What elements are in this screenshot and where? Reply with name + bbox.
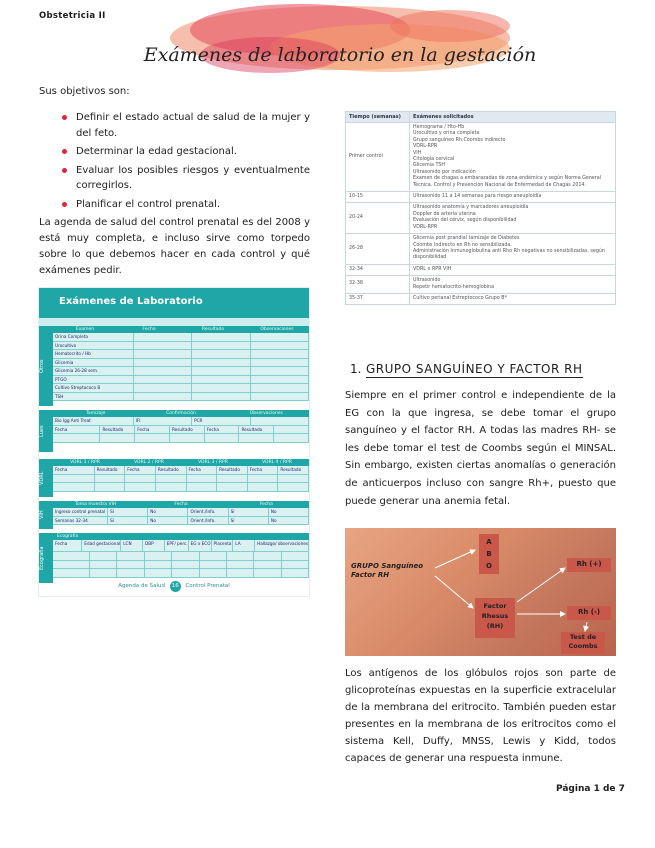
exam-item: VDRL-RPR xyxy=(413,224,438,230)
col-header: Examen xyxy=(75,327,95,332)
list-item: Evaluar los posibles riesgos y eventualmente corregirlos. xyxy=(62,163,310,194)
table-row: PTGO xyxy=(53,376,309,385)
time-cell: 35-37 xyxy=(346,293,410,304)
agenda-paragraph: La agenda de salud del control prenatal es del 2008 y está muy completa, e incluso sirve como torpedo sobre lo que debemos hacer en cada control y qué exámenes pedir. xyxy=(39,217,310,276)
form-section-vdrl: VDRL VDRL 1 / RPR VDRL 2 / RPR VDRL 3 / RPR VDRL 4 / RPR Fecha Resultado Fecha Resultado Fecha Resultado Fecha Resultado xyxy=(39,459,309,497)
section-label: Lues xyxy=(39,410,53,452)
exam-item: VDRL-RPR xyxy=(413,144,438,150)
section-label: VDRL xyxy=(39,459,53,497)
form-stripe xyxy=(39,318,309,326)
col-header: Tiempo (semanas) xyxy=(346,112,410,123)
table-row xyxy=(346,234,616,265)
table-row: Cultivo Streptococo B xyxy=(53,384,309,393)
form-section-vih: VIH Toma muestra VIH Fecha Fecha Ingreso control prenatal Sí No Orient./Info. Sí No Semanas 32-34 Sí No Orient./Info. Sí No xyxy=(39,501,309,529)
exam-item: Ultrasonido por indicación xyxy=(413,169,476,175)
list-item: Planificar el control prenatal. xyxy=(62,197,310,213)
exam-item: Hemograma / Hto-Hb xyxy=(413,125,465,130)
section-label: VIH xyxy=(39,501,53,529)
table-row: Fecha Edad gestacional LCN DBP EPF/ perc. EG x ECO Placenta LA Hallazgo/ observaciones xyxy=(53,540,309,552)
exam-item: Ultrasonido xyxy=(413,278,441,284)
objectives-intro: Sus objetivos son: xyxy=(39,86,130,97)
exams-cell xyxy=(410,276,616,294)
rh-pos-label: Rh (+) xyxy=(576,560,602,568)
rh-neg-label: Rh (-) xyxy=(577,608,601,616)
table-row: TSH xyxy=(53,393,309,402)
exam-item: Glicemia TSH xyxy=(413,163,446,169)
table-row: Orina Completa xyxy=(53,333,309,342)
col-header: Exámenes solicitados xyxy=(410,112,616,123)
exam-item: VDRL o RPR VIH xyxy=(413,266,452,272)
abo-letters: A B O xyxy=(486,538,492,570)
table-row xyxy=(346,203,616,234)
exams-schedule-table xyxy=(345,111,616,305)
list-item: Determinar la edad gestacional. xyxy=(62,144,310,160)
table-row xyxy=(346,276,616,294)
table-row xyxy=(346,264,616,275)
table-row: Semanas 32-34 Sí No Orient./Info. Sí No xyxy=(53,517,309,526)
exams-cell xyxy=(410,192,616,203)
exam-item: Citología cervical xyxy=(413,157,455,163)
exam-item: Glicemia post prandial tamizaje de Diabetes xyxy=(413,236,520,242)
page-number: Página 1 de 7 xyxy=(556,784,625,794)
exam-item: Ultrasonido anatomía y marcadores aneuploidía xyxy=(413,205,529,211)
diagram-label-left: GRUPO Sanguíneo Factor RH xyxy=(351,562,424,579)
time-cell: 32-34 xyxy=(346,264,410,275)
table-row xyxy=(53,483,309,492)
objectives-list xyxy=(62,110,310,215)
exam-item: Cultivo perianal Estreptococo Grupo B* xyxy=(413,295,507,301)
col-header: Resultado xyxy=(201,327,225,332)
table-row xyxy=(53,434,309,443)
factor-label: Factor Rhesus (RH) xyxy=(481,602,509,630)
arrow xyxy=(517,568,565,602)
exam-item: Grupo sanguíneo Rh Coombs indirecto xyxy=(413,137,506,143)
form-footer: Agenda de Salud 16 Control Prenatal xyxy=(39,581,309,592)
table-row xyxy=(346,123,616,192)
exam-item: Evaluación del cérvix, según disponibilidad xyxy=(413,218,517,224)
time-cell: 10-15 xyxy=(346,192,410,203)
form-section-lues: Lues Tamizaje Confirmación Observaciones Bio Igg Anti Treat IFI PCR Fecha Resultado Fecha Resultado Fecha Resultado xyxy=(39,410,309,452)
exam-item: Repetir hematocrito-hemoglobina xyxy=(413,284,495,290)
blood-group-diagram xyxy=(345,528,616,656)
table-row xyxy=(346,293,616,304)
lab-exams-form-image xyxy=(38,287,310,597)
table-row: Hematocrito / Hb xyxy=(53,350,309,359)
arrow xyxy=(585,622,587,631)
section-number: 1. xyxy=(350,362,362,376)
time-cell: Primer control xyxy=(346,123,410,192)
exam-item: Urocultivo y orina completa xyxy=(413,131,480,137)
arrow xyxy=(435,576,473,608)
table-row: Ingreso control prenatal Sí No Orient./Info. Sí No xyxy=(53,508,309,517)
exams-cell xyxy=(410,264,616,275)
form-section-otros xyxy=(39,326,309,406)
form-title: Exámenes de Laboratorio xyxy=(39,288,309,318)
section-title: GRUPO SANGUÍNEO Y FACTOR RH xyxy=(366,362,583,376)
table-row xyxy=(53,552,309,561)
exam-item: Coombs Indirecto en Rh no sensibilizada. xyxy=(413,242,512,248)
arrow xyxy=(435,550,475,568)
time-cell: 32-38 xyxy=(346,276,410,294)
table-row: Fecha Resultado Fecha Resultado Fecha Resultado Fecha Resultado xyxy=(53,466,309,475)
time-cell: 20-24 xyxy=(346,203,410,234)
table-row xyxy=(53,569,309,578)
paragraph-antigens: Los antígenos de los glóbulos rojos son parte de glicoproteínas expuestas en la superficie extracelular de la membrana del eritrocito. También pueden estar presentes en la membrana de los eritrocitos como el sistema Kell, Duffy, MNSS, Lewis y Kidd, todos capaces de generar una respuesta inmune. xyxy=(345,668,616,764)
table-row xyxy=(53,561,309,570)
table-row xyxy=(346,192,616,203)
time-cell: 26-28 xyxy=(346,234,410,265)
exam-item: Administración Inmunoglobulina anti Rho Rh negativas no sensibilizadas, según disponibilidad xyxy=(413,248,605,261)
table-row: Bio Igg Anti Treat IFI PCR xyxy=(53,417,309,426)
exams-cell xyxy=(410,293,616,304)
table-row: Fecha Resultado Fecha Resultado Fecha Resultado xyxy=(53,426,309,435)
exams-cell xyxy=(410,234,616,265)
exam-item: Doppler de arteria uterina xyxy=(413,211,476,217)
list-item: Definir el estado actual de salud de la mujer y del feto. xyxy=(62,110,310,141)
exam-item: VIH xyxy=(413,150,422,156)
table-row: Glicemia xyxy=(53,359,309,368)
page-title: Exámenes de laboratorio en la gestación xyxy=(143,44,537,66)
coombs-label: Test de Coombs xyxy=(568,633,598,650)
exams-cell xyxy=(410,203,616,234)
exam-item: Ultrasonido 11 a 14 semanas para riesgo aneuploidía xyxy=(413,194,542,200)
exams-cell xyxy=(410,123,616,192)
exam-item: Examen de chagas a embarazadas de zona endémica y según Norma General Técnica. Control y Prevención Nacional de Enfermedad de Chagas 2014. xyxy=(413,176,602,188)
table-row: Urocultivo xyxy=(53,342,309,351)
col-header: Observaciones xyxy=(260,327,294,332)
form-section-ecografia: Ecografía Ecografía Fecha Edad gestacional LCN DBP EPF/ perc. EG x ECO Placenta LA Hallazgo/ observaciones xyxy=(39,533,309,583)
table-row: Glicemia 26-28 sem. xyxy=(53,367,309,376)
document-header: Obstetricia II xyxy=(39,11,106,21)
section-label: Ecografía xyxy=(39,533,53,583)
col-header: Fecha xyxy=(142,327,156,332)
paragraph-blood-group: Siempre en el primer control e independiente de la EG con la que ingresa, se debe tomar el grupo sanguíneo y el factor RH. A todas las madres RH- se les debe tomar el test de Coombs según el MINSAL. Sin embargo, existen ciertas anomalías o generación de anticuerpos incluso con sangre Rh+, puesto que puede generar una anemia fetal. xyxy=(345,390,616,507)
table-row xyxy=(53,475,309,484)
section-label: Otros xyxy=(39,326,53,406)
